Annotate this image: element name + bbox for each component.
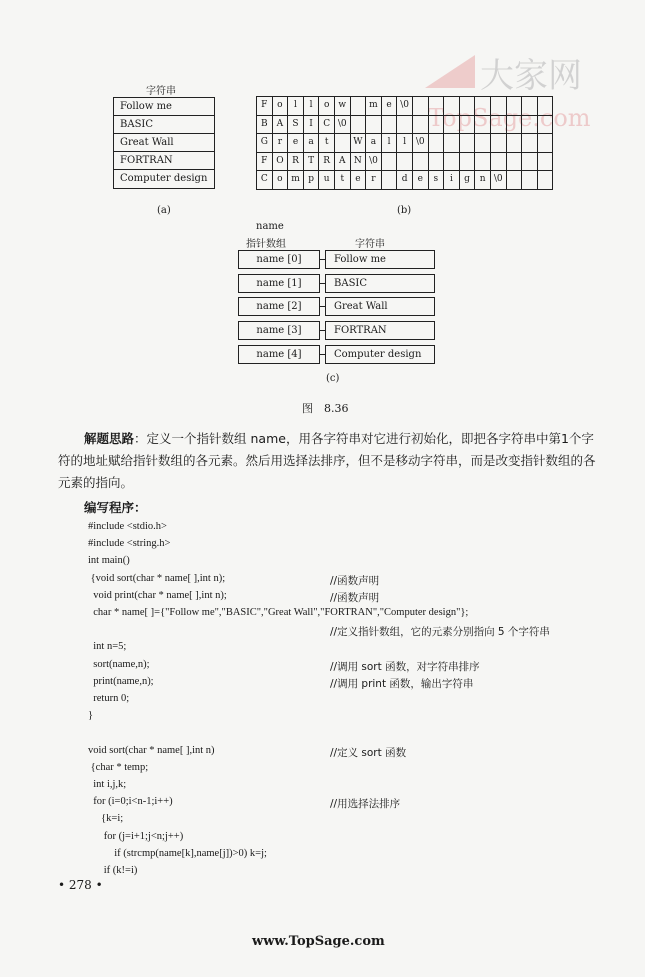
grid-cell: s [428, 171, 444, 190]
fig-a-item: Great Wall [114, 134, 214, 152]
grid-cell [428, 152, 444, 171]
grid-cell: l [303, 97, 319, 116]
grid-cell: n [475, 171, 491, 190]
grid-cell: e [350, 171, 366, 190]
grid-cell [459, 134, 475, 153]
idea-text: ：定义一个指针数组 name，用各字符串对它进行初始化，即把各字符串中第1个字符的地址赋给指针数组的各元素。然后用选择法排序，但不是移动字符串，而是改变指针数组的各元素的指向。 [58, 431, 596, 490]
grid-cell [381, 152, 397, 171]
grid-cell [506, 97, 522, 116]
fig-c-string: Computer design [325, 345, 435, 364]
grid-cell: \0 [366, 152, 382, 171]
grid-cell [444, 152, 460, 171]
grid-cell [506, 134, 522, 153]
fig-b-caption: (b) [397, 205, 412, 216]
code-line: if (strcmp(name[k],name[j])>0) k=j; [88, 847, 267, 859]
grid-cell: \0 [334, 115, 350, 134]
grid-cell [522, 97, 538, 116]
grid-cell [444, 134, 460, 153]
grid-cell: \0 [490, 171, 506, 190]
grid-cell: C [257, 171, 273, 190]
grid-cell [459, 115, 475, 134]
fig-c-ptr-header: 指针数组 [246, 239, 286, 250]
grid-cell [506, 171, 522, 190]
grid-cell [350, 115, 366, 134]
grid-cell: a [366, 134, 382, 153]
code-comment: //定义指针数组，它的元素分别指向 5 个字符串 [330, 626, 550, 639]
grid-cell [459, 97, 475, 116]
grid-cell: m [366, 97, 382, 116]
grid-cell: I [303, 115, 319, 134]
grid-cell: A [272, 115, 288, 134]
code-line: char * name[ ]={"Follow me","BASIC","Great Wall","FORTRAN","Computer design"}; [88, 607, 469, 618]
grid-cell [490, 152, 506, 171]
grid-cell [537, 134, 553, 153]
fig-c-string: FORTRAN [325, 321, 435, 340]
fig-c-pointer: name [1] [238, 274, 320, 293]
grid-cell: l [381, 134, 397, 153]
grid-cell: e [288, 134, 304, 153]
grid-cell [381, 171, 397, 190]
grid-cell [537, 152, 553, 171]
grid-cell: e [412, 171, 428, 190]
fig-a-item: Computer design [120, 173, 208, 184]
watermark-cn: 大家网 [480, 56, 582, 96]
idea-paragraph [58, 428, 606, 494]
grid-row [257, 171, 553, 190]
code-comment: //调用 sort 函数，对字符串排序 [330, 660, 480, 673]
grid-cell [537, 97, 553, 116]
grid-cell [537, 171, 553, 190]
grid-row [257, 152, 553, 171]
program-label: 编写程序： [84, 500, 147, 515]
grid-cell [506, 115, 522, 134]
fig-b-char-grid [256, 96, 553, 190]
grid-cell: r [366, 171, 382, 190]
grid-cell: R [288, 152, 304, 171]
grid-cell: N [350, 152, 366, 171]
code-line: int i,j,k; [88, 779, 127, 790]
grid-cell: m [288, 171, 304, 190]
grid-cell: d [397, 171, 413, 190]
grid-cell: O [272, 152, 288, 171]
grid-cell [334, 134, 350, 153]
grid-cell [412, 115, 428, 134]
code-line: print(name,n); [88, 675, 154, 687]
code-comment: //调用 print 函数，输出字符串 [330, 677, 474, 690]
fig-c-caption: (c) [326, 373, 340, 384]
grid-cell: p [303, 171, 319, 190]
code-line: sort(name,n); [88, 658, 150, 670]
fig-a-item: Follow me [114, 98, 214, 116]
grid-cell: a [303, 134, 319, 153]
code-line: #include <string.h> [88, 538, 171, 550]
grid-cell [522, 152, 538, 171]
code-line: return 0; [88, 693, 130, 704]
figure-caption: 图 8.36 [302, 402, 349, 415]
grid-cell: l [397, 134, 413, 153]
grid-cell: t [319, 134, 335, 153]
grid-cell: \0 [397, 97, 413, 116]
grid-cell: e [381, 97, 397, 116]
grid-cell [459, 152, 475, 171]
grid-cell [350, 97, 366, 116]
grid-cell: C [319, 115, 335, 134]
grid-cell [506, 152, 522, 171]
fig-a-string-list [113, 97, 215, 189]
grid-cell: F [257, 97, 273, 116]
grid-cell [490, 115, 506, 134]
grid-cell: o [272, 171, 288, 190]
grid-cell: R [319, 152, 335, 171]
code-line: for (j=i+1;j<n;j++) [88, 830, 184, 842]
code-line: int n=5; [88, 641, 127, 653]
grid-cell [428, 115, 444, 134]
grid-cell: i [444, 171, 460, 190]
grid-cell: l [288, 97, 304, 116]
code-comment: //定义 sort 函数 [330, 746, 407, 759]
fig-c-name-label: name [256, 221, 284, 232]
grid-cell: F [257, 152, 273, 171]
grid-cell [397, 152, 413, 171]
code-line: } [88, 710, 94, 722]
grid-cell [522, 134, 538, 153]
grid-cell [412, 97, 428, 116]
grid-cell [381, 115, 397, 134]
grid-cell [537, 115, 553, 134]
fig-c-pointer: name [2] [238, 297, 320, 316]
grid-cell [444, 97, 460, 116]
grid-cell: w [334, 97, 350, 116]
fig-c-pointer: name [4] [238, 345, 320, 364]
code-comment: //函数声明 [330, 574, 380, 587]
grid-cell [397, 115, 413, 134]
grid-cell: o [272, 97, 288, 116]
grid-cell: G [257, 134, 273, 153]
code-line: void sort(char * name[ ],int n) [88, 744, 215, 756]
grid-row [257, 97, 553, 116]
code-line: {k=i; [88, 813, 124, 825]
code-line: {void sort(char * name[ ],int n); [88, 572, 226, 584]
grid-cell: t [334, 171, 350, 190]
grid-cell: A [334, 152, 350, 171]
grid-cell: u [319, 171, 335, 190]
grid-cell [428, 97, 444, 116]
fig-c-string: Follow me [325, 250, 435, 269]
grid-cell [522, 115, 538, 134]
grid-cell [522, 171, 538, 190]
fig-a-caption: (a) [157, 205, 171, 216]
grid-cell [475, 134, 491, 153]
fig-c-str-header: 字符串 [355, 239, 385, 250]
grid-cell [475, 97, 491, 116]
fig-a-header: 字符串 [146, 86, 176, 97]
page-number: • 278 • [58, 878, 103, 892]
code-comment: //函数声明 [330, 591, 380, 604]
code-line: for (i=0;i<n-1;i++) [88, 796, 173, 808]
grid-cell: \0 [412, 134, 428, 153]
grid-cell: o [319, 97, 335, 116]
footer-url: www.TopSage.com [252, 934, 385, 949]
fig-a-item: FORTRAN [114, 152, 214, 170]
grid-cell: T [303, 152, 319, 171]
fig-c-pointer: name [3] [238, 321, 320, 340]
code-line: int main() [88, 555, 130, 567]
grid-cell: B [257, 115, 273, 134]
grid-row [257, 115, 553, 134]
grid-cell [428, 134, 444, 153]
grid-cell [475, 115, 491, 134]
grid-cell [475, 152, 491, 171]
code-comment: //用选择法排序 [330, 798, 401, 811]
code-line: {char * temp; [88, 761, 149, 773]
watermark-en: TopSage.com [428, 104, 591, 132]
grid-cell [412, 152, 428, 171]
grid-cell: g [459, 171, 475, 190]
fig-c-string: Great Wall [325, 297, 435, 316]
fig-c-string: BASIC [325, 274, 435, 293]
grid-cell [490, 134, 506, 153]
grid-cell [490, 97, 506, 116]
grid-cell [444, 115, 460, 134]
code-line: if (k!=i) [88, 865, 138, 876]
grid-cell: S [288, 115, 304, 134]
idea-label: 解题思路 [84, 431, 135, 446]
fig-a-item: BASIC [114, 116, 214, 134]
grid-cell [366, 115, 382, 134]
grid-cell: W [350, 134, 366, 153]
grid-row [257, 134, 553, 153]
code-line: void print(char * name[ ],int n); [88, 589, 227, 601]
fig-c-pointer: name [0] [238, 250, 320, 269]
code-line: #include <stdio.h> [88, 521, 167, 532]
grid-cell: r [272, 134, 288, 153]
